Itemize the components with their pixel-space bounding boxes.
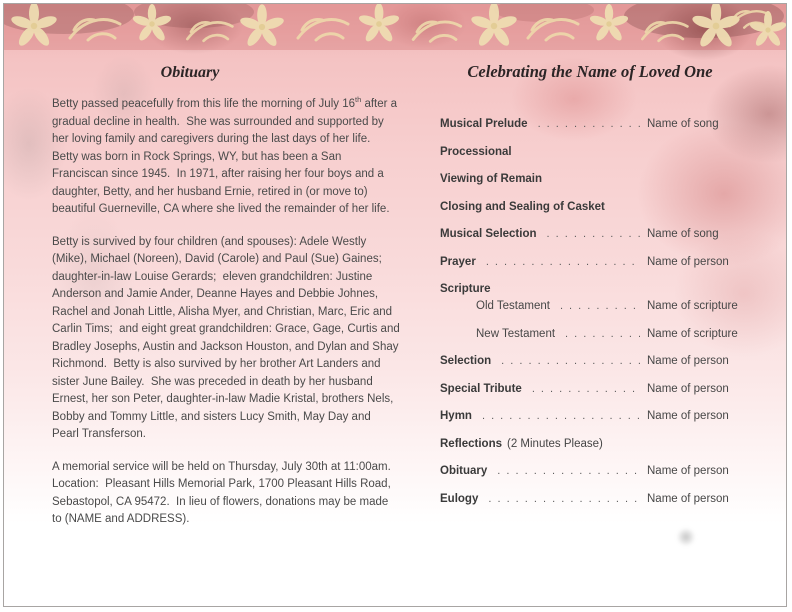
service-item-label: New Testament [476,327,556,340]
service-item-value: Name of person [647,465,729,477]
service-item-label: Obituary [440,465,488,477]
service-item-value: Name of scripture [647,327,738,340]
funeral-program-page [3,3,787,607]
dotted-leader [538,116,640,133]
service-item-new-testament [440,326,740,343]
service-item-label: Viewing of Remain [440,173,543,185]
smudge-mark [676,528,696,546]
service-item-scripture [440,281,740,298]
obituary-paragraph-1-continued: after a gradual decline in health. She was surrounded and supported by her loving family and caregivers during the last days of her life. Betty was born in Rock Springs, WY, but has been a San Franciscan since 1945. In 1971, after raising her four boys and a daughter, Betty, and her husband Ernie, retired in (or move to) beautiful Guerneville, CA where she lived the remainder of her life. [52,98,401,215]
service-item-label: Processional [440,145,512,158]
service-item-label: Hymn [440,410,472,422]
service-item-processional [440,144,740,161]
obituary-column [52,64,403,544]
obituary-title: Obituary [160,64,220,81]
service-item-value: Name of person [647,492,729,505]
dotted-leader [547,226,640,243]
service-item-label: Reflections [440,437,502,450]
obituary-paragraph-3: A memorial service will be held on Thursday, July 30th at 11:00am. Location: Pleasant Hills Memorial Park, 1700 Pleasant Hills Road, Sebastopol, CA 95472. In lieu of flowers, donations may be made to (NAME and ADDRESS). [52,460,398,525]
service-item-old-testament [440,298,740,315]
floral-border-decoration [4,4,786,50]
service-item-value: Name of person [647,355,729,367]
ordinal-superscript: th [355,95,362,105]
service-item-value: Name of song [647,118,719,130]
service-item-value: Name of song [647,228,719,240]
service-item-selection [440,353,740,370]
service-item-eulogy [440,491,740,508]
dotted-leader [482,408,640,425]
dotted-leader [565,326,640,343]
service-item-label: Musical Selection [440,228,537,240]
service-item-musical-selection [440,226,740,243]
service-item-label: Eulogy [440,492,479,505]
service-item-hymn [440,408,740,425]
dotted-leader [486,254,640,271]
floral-border-graphic [4,4,786,50]
service-item-value: Name of person [647,255,729,268]
service-item-closing-and-sealing [440,199,740,216]
dotted-leader [532,381,640,398]
service-item-special-tribute [440,381,740,398]
service-item-note: (2 Minutes Please) [507,437,603,450]
service-item-viewing-of-remain [440,171,740,188]
service-item-prayer [440,254,740,271]
service-item-value: Name of person [647,410,729,422]
service-item-value: Name of scripture [647,300,738,312]
service-item-label: Closing and Sealing of Casket [440,200,605,213]
service-item-reflections [440,436,740,453]
service-item-obituary [440,463,740,480]
service-item-label: Selection [440,355,492,367]
service-item-label: Scripture [440,283,491,295]
dotted-leader [501,353,640,370]
order-of-service-column [440,62,740,518]
dotted-leader [560,298,640,315]
obituary-paragraph-1 [52,96,400,219]
obituary-paragraph-2: Betty is survived by four children (and spouses): Adele Westly (Mike), Michael (Noreen), David (Carole) and Paul (Sue) Gaines; daughter-in-law Louise Gerards; eleven grandchildren: Justine Anderson and Jamie Ander, Deanne Hayes and Debbie Johnes, Rachel and Jonah Little, Alisha Myer, and Christian, Marc, Eric and Carlin Tims; and eight great grandchildren: Grace, Gage, Curtis and Bradley Josephs, Austin and Jackson Houston, and Dylan and Shay Richmond. Betty is also survived by her brother Art Landers and sister June Bailey. She was preceded in death by her husband Ernest, her son Peter, daughter-in-law Madie Kristal, brothers Nels, Bobby and Tommy Little, and sisters Lucy Smith, May Day and Pearl Transferson. [52,235,403,440]
service-item-musical-prelude [440,116,740,133]
service-title: Celebrating the Name of Loved One [467,62,713,81]
service-item-label: Prayer [440,255,476,268]
obituary-paragraph-1-text: Betty passed peacefully from this life the morning of July 16 [52,98,355,110]
service-item-label: Musical Prelude [440,118,528,130]
service-item-label: Old Testament [476,300,550,312]
service-item-label: Special Tribute [440,382,522,395]
dotted-leader [488,491,640,508]
service-item-value: Name of person [647,382,729,395]
dotted-leader [497,463,640,480]
